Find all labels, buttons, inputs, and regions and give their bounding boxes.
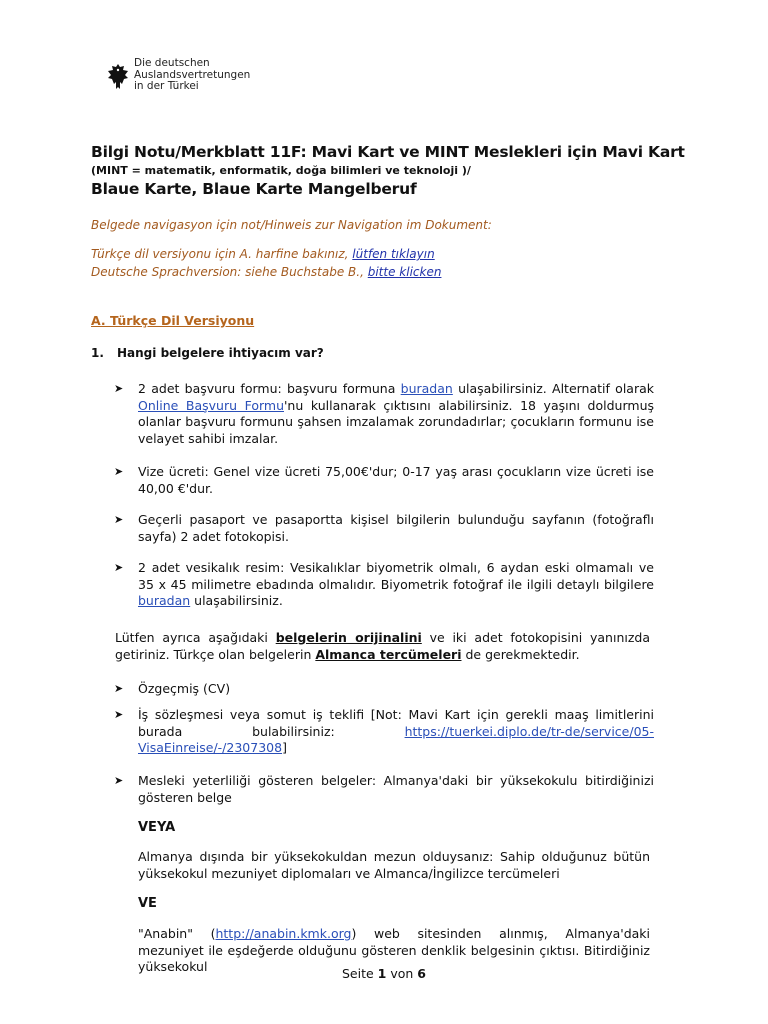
arrow-bullet-icon: ➤	[114, 513, 124, 526]
list-item-text: 'nu kullanarak çıktısını alabilirsiniz. 18 yaşını doldurmuş olanlar başvuru formunu şahsen imzalamak zorundadırlar; çocukların formunu ise velayet sahibi imzalar.	[138, 397, 655, 446]
list-item-text: Vize ücreti: Genel vize ücreti 75,00€'dur; 0-17 yaş arası çocukların vize ücreti ise 40,00 €'dur.	[138, 464, 654, 496]
list-item-cv	[114, 681, 654, 698]
page-footer	[0, 966, 768, 981]
anabin-link[interactable]: http://anabin.kmk.org	[215, 926, 352, 941]
navigation-german	[91, 265, 441, 279]
navigation-german-text: Deutsche Sprachversion: siehe Buchstabe B.,	[91, 265, 368, 279]
list-item-text: ulaşabilirsiniz. Alternatif olarak	[452, 381, 654, 396]
abroad-degree-text: Almanya dışında bir yüksekokuldan mezun olduysanız: Sahip olduğunuz bütün yüksekokul mezuniyet diplomaları ve Almanca/İngilizce tercümeleri	[138, 849, 650, 881]
section-a-heading: A. Türkçe Dil Versiyonu	[91, 313, 255, 328]
list-item-text: Geçerli pasaport ve pasaportta kişisel bilgilerin bulunduğu sayfanın (fotoğraflı sayfa) 2 adet fotokopisi.	[138, 512, 654, 544]
arrow-bullet-icon: ➤	[114, 382, 124, 395]
navigation-turkish-text: Türkçe dil versiyonu için A. harfine bakınız,	[91, 247, 353, 261]
list-item-text: ]	[282, 740, 287, 755]
arrow-bullet-icon: ➤	[114, 774, 124, 787]
list-item-text: 2 adet başvuru formu: başvuru formuna	[138, 381, 401, 396]
list-item-text: İş sözleşmesi veya somut iş teklifi [Not: Mavi Kart için gerekli maaş limitlerini burada bulabilirsiniz:	[138, 707, 654, 739]
list-item-passport	[114, 512, 654, 545]
and-label: VE	[138, 896, 157, 911]
biometric-photo-link[interactable]: buradan	[138, 593, 191, 608]
paragraph-text: de gerekmektedir.	[461, 646, 580, 662]
paragraph-text: "Anabin" (	[138, 926, 216, 941]
document-title-german: Blaue Karte, Blaue Karte Mangelberuf	[91, 180, 417, 198]
list-item-qualifications	[114, 773, 654, 806]
application-form-link[interactable]: buradan	[400, 381, 453, 396]
logo-line-1: Die deutschen	[134, 57, 210, 69]
footer-total-pages: 6	[417, 966, 426, 981]
originals-emphasis: belgelerin orijinalini	[275, 630, 422, 645]
turkish-version-link[interactable]: lütfen tıklayın	[352, 247, 435, 261]
list-item-job-contract	[114, 707, 654, 757]
footer-page-number: 1	[377, 966, 387, 981]
arrow-bullet-icon: ➤	[114, 708, 124, 721]
list-item-application-form	[114, 381, 654, 447]
list-item-visa-fee	[114, 464, 654, 497]
footer-seite: Seite	[342, 966, 378, 981]
document-title: Bilgi Notu/Merkblatt 11F: Mavi Kart ve MINT Meslekleri için Mavi Kart	[91, 143, 685, 161]
arrow-bullet-icon: ➤	[114, 561, 124, 574]
arrow-bullet-icon: ➤	[114, 465, 124, 478]
logo-line-3: in der Türkei	[134, 80, 199, 92]
originals-paragraph	[115, 630, 650, 663]
question-1-text: Hangi belgelere ihtiyacım var?	[117, 346, 324, 360]
federal-eagle-icon	[106, 62, 130, 92]
list-item-text: ulaşabilirsiniz.	[190, 593, 283, 608]
paragraph-text: Lütfen ayrıca aşağıdaki	[115, 630, 276, 645]
paragraph-text: ) web sitesinden alınmış, Almanya'daki mezuniyet ile eşdeğerde olduğunu gösteren denklik belgesinin çıktısı. Bitirdiğiniz yüksekokul	[138, 926, 650, 974]
logo-line-2: Auslandsvertretungen	[134, 68, 251, 81]
or-label: VEYA	[138, 820, 176, 835]
embassy-logo	[104, 56, 304, 106]
question-1	[91, 346, 324, 360]
paragraph-text: ve iki adet fotokopisini yanınızda getiriniz. Türkçe olan belgelerin	[115, 630, 651, 662]
german-version-link[interactable]: bitte klicken	[367, 265, 442, 279]
document-subtitle: (MINT = matematik, enformatik, doğa bilimleri ve teknoloji )/	[91, 164, 471, 177]
list-item-text: Mesleki yeterliliği gösteren belgeler: Almanya'daki bir yüksekokulu bitirdiğinizi gösteren belge	[138, 773, 654, 805]
question-1-number: 1.	[91, 346, 104, 360]
salary-limits-link[interactable]: https://tuerkei.diplo.de/tr-de/service/05-VisaEinreise/-/2307308	[138, 723, 654, 755]
navigation-note: Belgede navigasyon için not/Hinweis zur Navigation im Dokument:	[91, 218, 492, 232]
footer-von: von	[386, 966, 418, 981]
arrow-bullet-icon: ➤	[114, 682, 124, 695]
list-item-text: 2 adet vesikalık resim: Vesikalıklar biyometrik olmalı, 6 aydan eski olmamalı ve 35 x 45 milimetre ebadında olmalıdır. Biyometrik fotoğraf ile ilgili detaylı bilgilere	[138, 560, 654, 592]
navigation-turkish	[91, 247, 435, 261]
online-application-link[interactable]: Online Başvuru Formu	[138, 397, 284, 413]
translations-emphasis: Almanca tercümeleri	[315, 646, 462, 662]
list-item-photos	[114, 560, 654, 610]
list-item-text: Özgeçmiş (CV)	[138, 681, 231, 696]
